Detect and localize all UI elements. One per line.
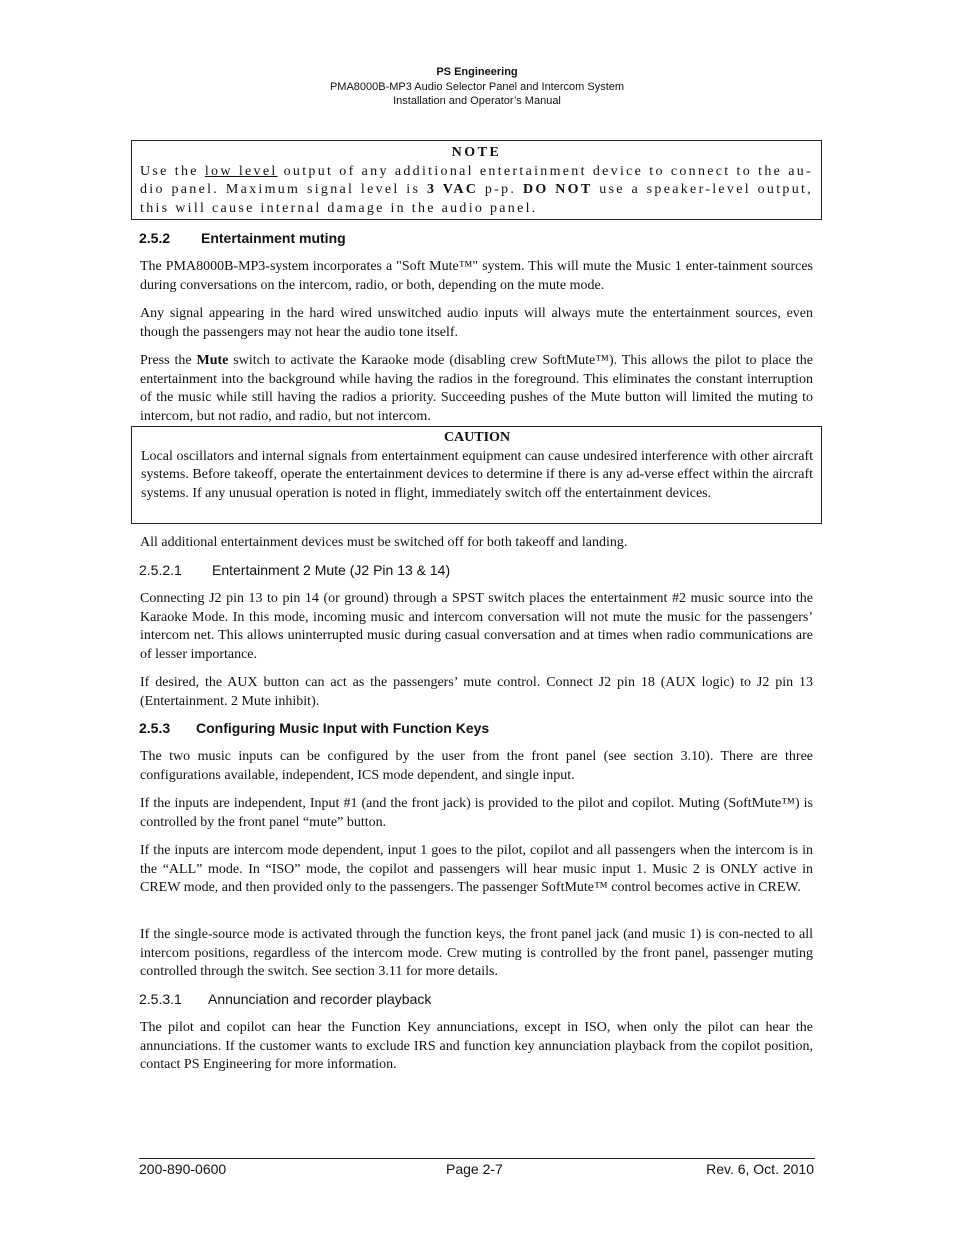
paragraph: If desired, the AUX button can act as the passengers’ mute control. Connect J2 pin 18 (AUX logic) to J2 pin 13 (Entertainment. 2 Mute inhibit). [140, 675, 813, 709]
paragraph-part: Press the [140, 353, 197, 368]
paragraph: The two music inputs can be configured by the user from the front panel (see section 3.10). There are three configurations available, independent, ICS mode dependent, and single input. [140, 749, 813, 783]
section-title: Configuring Music Input with Function Keys [196, 720, 490, 736]
footer-revision: Rev. 6, Oct. 2010 [706, 1161, 814, 1177]
note-text [140, 163, 813, 219]
note-bold-text: 3 VAC [426, 182, 479, 197]
section-heading-2-5-3-1 [139, 991, 431, 1007]
section-number: 2.5.2.1 [139, 562, 182, 578]
section-title: Entertainment 2 Mute (J2 Pin 13 & 14) [212, 562, 451, 578]
note-underlined-text: low level [204, 163, 278, 179]
footer-divider [139, 1158, 815, 1159]
footer-page-number: Page 2-7 [446, 1161, 503, 1177]
section-heading-2-5-3 [139, 720, 489, 736]
company-name: PS Engineering [436, 66, 518, 78]
paragraph: Connecting J2 pin 13 to pin 14 (or ground) through a SPST switch places the entertainment #2 music source into the Karaoke Mode. In this mode, incoming music and intercom conversation will not mute the music for the passengers’ intercom net. This allows uninterrupted music during casual conversation and at times when radio communications are of lesser importance. [140, 591, 813, 663]
caution-text: Local oscillators and internal signals from entertainment equipment can cause undesired interference with other aircraft systems. Before takeoff, operate the entertainment devices to determine if there is any ad-verse effect within the aircraft systems. If any unusual operation is noted in flight, immediately switch off the entertainment devices. [141, 448, 813, 501]
section-number: 2.5.3.1 [139, 991, 182, 1007]
product-name: PMA8000B-MP3 Audio Selector Panel and Intercom System [329, 80, 625, 93]
page-header [0, 65, 954, 109]
section-heading-2-5-2 [139, 230, 346, 246]
note-bold-text: DO NOT [522, 182, 593, 197]
paragraph: All additional entertainment devices must be switched off for both takeoff and landing. [140, 535, 628, 550]
manual-title: Installation and Operator’s Manual [393, 95, 561, 107]
note-text-part: Use the [140, 163, 205, 179]
paragraph: Any signal appearing in the hard wired unswitched audio inputs will always mute the entertainment sources, even though the passengers may not hear the audio tone itself. [140, 306, 813, 340]
note-text-part: p-p. [478, 182, 523, 197]
note-box [131, 140, 822, 220]
section-title: Annunciation and recorder playback [208, 991, 432, 1007]
footer-phone: 200-890-0600 [139, 1161, 227, 1177]
note-title: NOTE [451, 145, 502, 160]
paragraph: If the inputs are intercom mode dependent, input 1 goes to the pilot, copilot and all passengers when the intercom is in the “ALL” mode. In “ISO” mode, the copilot and passengers will hear music input 1. Music 2 is ONLY active in CREW mode, and then provided only to the passengers. The passenger SoftMute™ control becomes active in CREW. [140, 843, 813, 896]
section-heading-2-5-2-1 [139, 562, 450, 578]
paragraph-part: switch to activate the Karaoke mode (disabling crew SoftMute™). This allows the pilot to place the entertainment into the background while having the radios in the foreground. This eliminates the constant interruption of the music while still having the radios a priority. Succeeding pushes of the Mute button will limited the muting to intercom, but not radio, and radio, but not intercom. [140, 353, 813, 425]
paragraph: The PMA8000B-MP3-system incorporates a "Soft Mute™" system. This will mute the Music 1 enter-tainment sources during conversations on the intercom, radio, or both, depending on the mute mode. [140, 259, 813, 293]
caution-box [131, 426, 822, 524]
section-number: 2.5.3 [139, 720, 171, 736]
paragraph: If the inputs are independent, Input #1 (and the front jack) is provided to the pilot and copilot. Muting (SoftMute™) is controlled by the front panel “mute” button. [140, 796, 813, 830]
paragraph [140, 352, 813, 427]
paragraph: If the single-source mode is activated through the function keys, the front panel jack (and music 1) is con-nected to all intercom positions, regardless of the intercom mode. Crew muting is controlled by the front panel, passenger muting controlled through the switch. See section 3.11 for more details. [140, 927, 813, 980]
note-text-part: output of any additional entertainment device to connect to the au-dio panel. Maximum signal level is [140, 163, 813, 197]
paragraph-bold-text: Mute [196, 353, 229, 368]
section-number: 2.5.2 [139, 230, 171, 246]
section-title: Entertainment muting [201, 230, 346, 246]
note-text-part: use a speaker-level output, this will cause internal damage in the audio panel. [140, 182, 814, 216]
caution-title: CAUTION [443, 430, 511, 445]
paragraph: The pilot and copilot can hear the Function Key annunciations, except in ISO, when only the pilot can hear the annunciations. If the customer wants to exclude IRS and function key annunciation playback from the copilot position, contact PS Engineering for more information. [140, 1020, 813, 1073]
